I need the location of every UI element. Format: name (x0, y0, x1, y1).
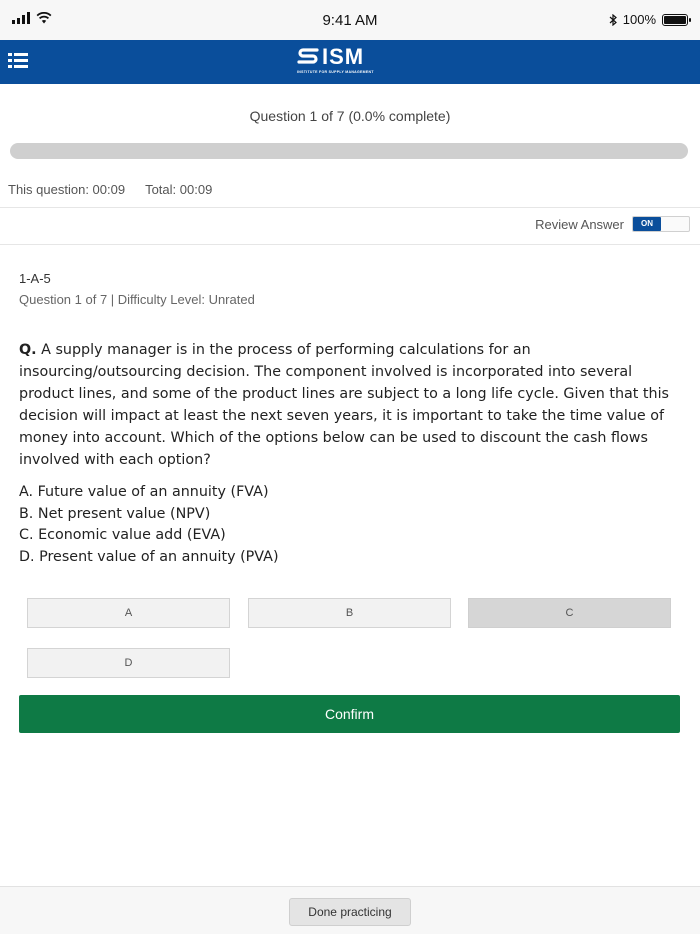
answer-button-c[interactable]: C (468, 598, 671, 628)
answer-button-d[interactable]: D (27, 648, 230, 678)
ism-logo (297, 45, 397, 79)
question-prefix: Q. (19, 342, 37, 358)
options-list (19, 482, 674, 568)
option-b: B. Net present value (NPV) (19, 505, 211, 522)
review-answer-toggle[interactable] (632, 216, 690, 232)
toggle-on-label: ON (633, 217, 661, 231)
answer-button-a[interactable]: A (27, 598, 230, 628)
bluetooth-icon (609, 14, 617, 26)
footer (0, 886, 700, 934)
review-answer-row (535, 216, 690, 232)
question-text (19, 339, 674, 471)
status-right (609, 12, 688, 27)
confirm-button[interactable]: Confirm (19, 695, 680, 733)
answer-button-b[interactable]: B (248, 598, 451, 628)
option-d: D. Present value of an annuity (PVA) (19, 548, 279, 565)
done-practicing-button[interactable]: Done practicing (289, 898, 411, 926)
divider (0, 244, 700, 245)
battery-icon (662, 14, 688, 26)
divider (0, 207, 700, 208)
progress-label: Question 1 of 7 (0.0% complete) (249, 108, 451, 124)
progress-bar (10, 143, 688, 159)
battery-percent: 100% (622, 12, 656, 27)
logo-text: ISM (322, 44, 365, 69)
status-time: 9:41 AM (322, 12, 378, 29)
question-timer: This question: 00:09 (8, 182, 126, 197)
ism-logo-mark-icon (297, 46, 319, 68)
timers (8, 182, 212, 197)
question-meta: Question 1 of 7 | Difficulty Level: Unrated (19, 292, 255, 307)
status-bar (0, 0, 700, 40)
review-answer-label: Review Answer (535, 216, 624, 232)
total-timer: Total: 00:09 (145, 182, 213, 197)
list-menu-icon[interactable] (8, 52, 30, 72)
option-a: A. Future value of an annuity (FVA) (19, 484, 269, 500)
battery-level (664, 16, 686, 24)
app-header (0, 40, 700, 84)
question-body: A supply manager is in the process of performing calculations for an insourcing/outsourcing decision. The component involved is incorporated into several product lines, and some of the product lines are subject to a long life cycle. Given that this decision will impact at least the next seven years, it is important to take the time value of money into account. Which of the options below can be used to discount the cash flows involved with each option? (19, 342, 670, 468)
logo-subtext: INSTITUTE FOR SUPPLY MANAGEMENT (297, 70, 374, 74)
question-id: 1-A-5 (19, 271, 51, 286)
option-c: C. Economic value add (EVA) (19, 527, 226, 543)
